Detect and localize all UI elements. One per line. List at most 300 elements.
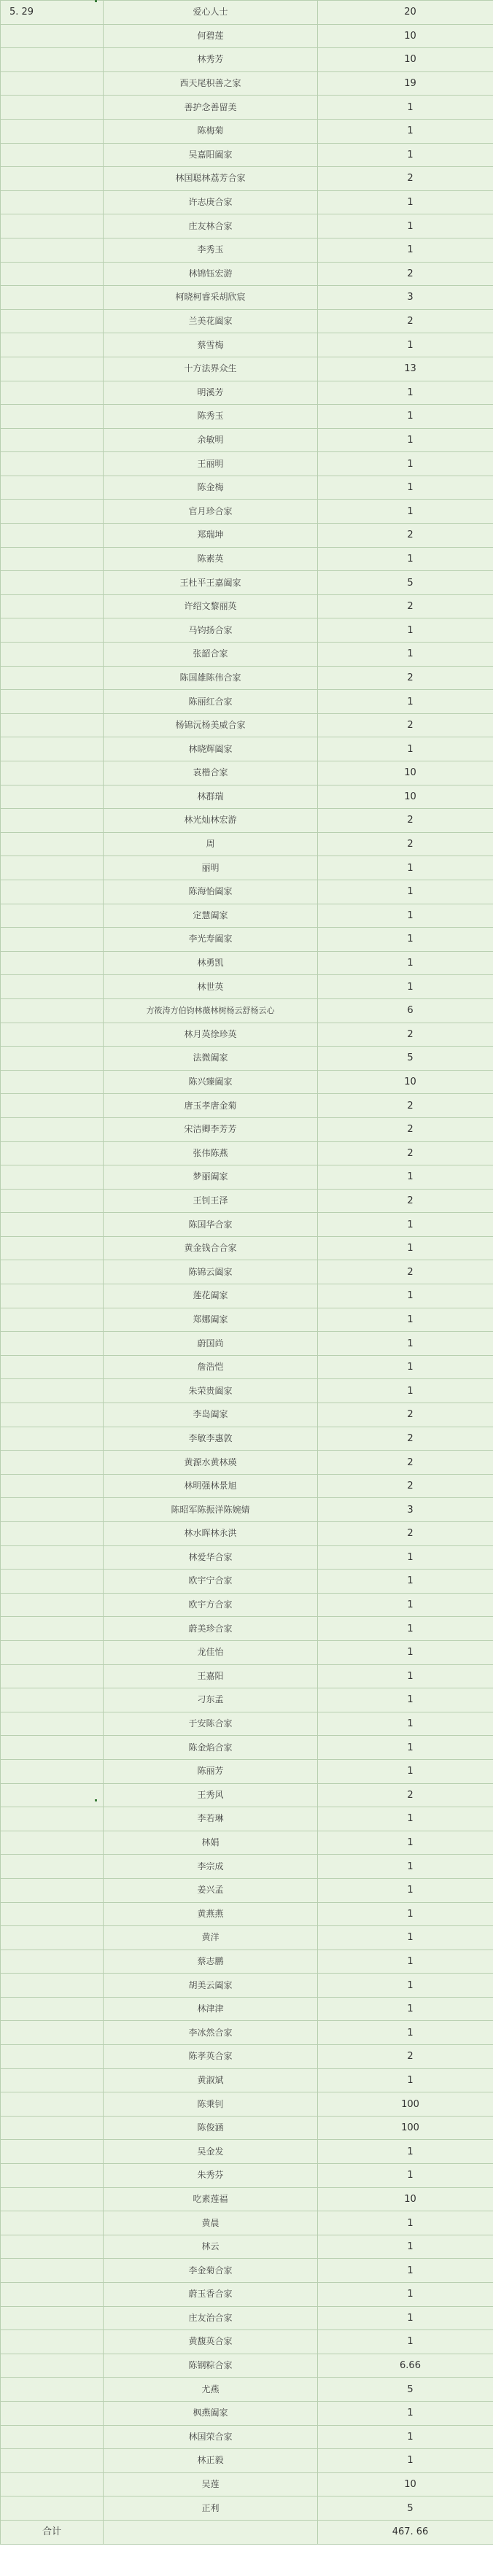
empty-date-cell[interactable] — [1, 452, 104, 476]
amount-cell[interactable]: 1 — [318, 1213, 493, 1237]
empty-cell[interactable] — [104, 2520, 318, 2544]
donor-name-cell[interactable]: 吴金发 — [104, 2140, 318, 2164]
empty-date-cell[interactable] — [1, 1950, 104, 1974]
empty-date-cell[interactable] — [1, 1403, 104, 1427]
donor-name-cell[interactable]: 黄晨 — [104, 2211, 318, 2235]
empty-date-cell[interactable] — [1, 2021, 104, 2045]
amount-cell[interactable]: 1 — [318, 1831, 493, 1855]
empty-date-cell[interactable] — [1, 1165, 104, 1190]
empty-date-cell[interactable] — [1, 737, 104, 761]
donor-name-cell[interactable]: 张伟陈燕 — [104, 1141, 318, 1165]
amount-cell[interactable]: 2 — [318, 1783, 493, 1807]
donor-name-cell[interactable]: 陈秉钊 — [104, 2092, 318, 2117]
donor-name-cell[interactable]: 林津津 — [104, 1997, 318, 2021]
amount-cell[interactable]: 1 — [318, 1759, 493, 1783]
amount-cell[interactable]: 100 — [318, 2092, 493, 2117]
empty-date-cell[interactable] — [1, 2472, 104, 2497]
empty-date-cell[interactable] — [1, 167, 104, 191]
empty-date-cell[interactable] — [1, 904, 104, 928]
donor-name-cell[interactable]: 庄友林合家 — [104, 214, 318, 238]
amount-cell[interactable]: 2 — [318, 1189, 493, 1213]
empty-date-cell[interactable] — [1, 928, 104, 952]
empty-date-cell[interactable] — [1, 571, 104, 595]
donor-name-cell[interactable]: 兰美花阖家 — [104, 309, 318, 333]
amount-cell[interactable]: 1 — [318, 1617, 493, 1641]
amount-cell[interactable]: 1 — [318, 1165, 493, 1190]
amount-cell[interactable]: 2 — [318, 1023, 493, 1047]
amount-cell[interactable]: 1 — [318, 333, 493, 357]
donor-name-cell[interactable]: 于安陈合家 — [104, 1712, 318, 1736]
amount-cell[interactable]: 2 — [318, 1451, 493, 1475]
donor-name-cell[interactable]: 朱秀芬 — [104, 2164, 318, 2188]
donor-name-cell[interactable]: 王钊王泽 — [104, 1189, 318, 1213]
empty-date-cell[interactable] — [1, 2164, 104, 2188]
donor-name-cell[interactable]: 林晓辉阖家 — [104, 737, 318, 761]
amount-cell[interactable]: 1 — [318, 1950, 493, 1974]
amount-cell[interactable]: 1 — [318, 1712, 493, 1736]
amount-cell[interactable]: 1 — [318, 1688, 493, 1712]
amount-cell[interactable]: 1 — [318, 2306, 493, 2330]
empty-date-cell[interactable] — [1, 1332, 104, 1356]
empty-date-cell[interactable] — [1, 190, 104, 214]
amount-cell[interactable]: 3 — [318, 1498, 493, 1522]
donor-name-cell[interactable]: 欧宇方合家 — [104, 1593, 318, 1617]
donor-name-cell[interactable]: 林国聪林荔芳合家 — [104, 167, 318, 191]
amount-cell[interactable]: 1 — [318, 928, 493, 952]
amount-cell[interactable]: 2 — [318, 713, 493, 737]
donor-name-cell[interactable]: 林勇凯 — [104, 951, 318, 975]
donor-name-cell[interactable]: 蔚美珍合家 — [104, 1617, 318, 1641]
amount-cell[interactable]: 1 — [318, 2164, 493, 2188]
empty-date-cell[interactable] — [1, 594, 104, 618]
amount-cell[interactable]: 1 — [318, 1570, 493, 1594]
empty-date-cell[interactable] — [1, 119, 104, 143]
amount-cell[interactable]: 1 — [318, 2021, 493, 2045]
donor-name-cell[interactable]: 吴莲 — [104, 2472, 318, 2497]
donor-name-cell[interactable]: 爱心人士 — [104, 1, 318, 25]
amount-cell[interactable]: 1 — [318, 1926, 493, 1950]
amount-cell[interactable]: 2 — [318, 809, 493, 833]
donor-name-cell[interactable]: 陈梅菊 — [104, 119, 318, 143]
amount-cell[interactable]: 1 — [318, 1878, 493, 1902]
empty-date-cell[interactable] — [1, 1213, 104, 1237]
empty-date-cell[interactable] — [1, 2449, 104, 2473]
amount-cell[interactable]: 1 — [318, 737, 493, 761]
empty-date-cell[interactable] — [1, 1736, 104, 1760]
empty-date-cell[interactable] — [1, 2330, 104, 2354]
empty-date-cell[interactable] — [1, 381, 104, 405]
empty-date-cell[interactable] — [1, 2068, 104, 2092]
empty-date-cell[interactable] — [1, 2306, 104, 2330]
amount-cell[interactable]: 1 — [318, 214, 493, 238]
empty-date-cell[interactable] — [1, 1570, 104, 1594]
empty-date-cell[interactable] — [1, 1427, 104, 1451]
amount-cell[interactable]: 5 — [318, 571, 493, 595]
empty-date-cell[interactable] — [1, 666, 104, 690]
empty-date-cell[interactable] — [1, 2425, 104, 2449]
empty-date-cell[interactable] — [1, 1926, 104, 1950]
amount-cell[interactable]: 2 — [318, 1141, 493, 1165]
donor-name-cell[interactable]: 欧宇宁合家 — [104, 1570, 318, 1594]
donor-name-cell[interactable]: 林秀芳 — [104, 48, 318, 72]
amount-cell[interactable]: 1 — [318, 1308, 493, 1332]
donor-name-cell[interactable]: 李冰然合家 — [104, 2021, 318, 2045]
amount-cell[interactable]: 1 — [318, 547, 493, 571]
empty-date-cell[interactable] — [1, 1712, 104, 1736]
donor-name-cell[interactable]: 周 — [104, 832, 318, 856]
amount-cell[interactable]: 13 — [318, 357, 493, 381]
amount-cell[interactable]: 1 — [318, 690, 493, 714]
amount-cell[interactable]: 1 — [318, 1640, 493, 1664]
amount-cell[interactable]: 1 — [318, 1379, 493, 1403]
amount-cell[interactable]: 1 — [318, 1997, 493, 2021]
amount-cell[interactable]: 6 — [318, 998, 493, 1023]
donor-name-cell[interactable]: 唐玉孝唐金菊 — [104, 1094, 318, 1118]
donor-name-cell[interactable]: 陈锦云阖家 — [104, 1260, 318, 1284]
empty-date-cell[interactable] — [1, 1640, 104, 1664]
empty-date-cell[interactable] — [1, 2497, 104, 2521]
donor-name-cell[interactable]: 黄源水黄林瑛 — [104, 1451, 318, 1475]
empty-date-cell[interactable] — [1, 2401, 104, 2425]
amount-cell[interactable]: 2 — [318, 1260, 493, 1284]
empty-date-cell[interactable] — [1, 1807, 104, 1831]
amount-cell[interactable]: 5 — [318, 2497, 493, 2521]
empty-date-cell[interactable] — [1, 809, 104, 833]
amount-cell[interactable]: 1 — [318, 643, 493, 667]
amount-cell[interactable]: 1 — [318, 856, 493, 880]
amount-cell[interactable]: 1 — [318, 880, 493, 904]
amount-cell[interactable]: 1 — [318, 143, 493, 167]
donor-name-cell[interactable]: 定慧阖家 — [104, 904, 318, 928]
amount-cell[interactable]: 1 — [318, 2235, 493, 2259]
donor-name-cell[interactable]: 陈素英 — [104, 547, 318, 571]
empty-date-cell[interactable] — [1, 1379, 104, 1403]
amount-cell[interactable]: 1 — [318, 96, 493, 120]
amount-cell[interactable]: 10 — [318, 48, 493, 72]
donor-name-cell[interactable]: 黄馥英合家 — [104, 2330, 318, 2354]
donor-name-cell[interactable]: 陈秀玉 — [104, 405, 318, 429]
donor-name-cell[interactable]: 西天尾积善之家 — [104, 71, 318, 96]
empty-date-cell[interactable] — [1, 1831, 104, 1855]
empty-date-cell[interactable] — [1, 975, 104, 999]
empty-date-cell[interactable] — [1, 524, 104, 548]
empty-date-cell[interactable] — [1, 1070, 104, 1094]
donor-name-cell[interactable]: 善护念善留美 — [104, 96, 318, 120]
empty-date-cell[interactable] — [1, 2354, 104, 2378]
amount-cell[interactable]: 2 — [318, 594, 493, 618]
empty-date-cell[interactable] — [1, 643, 104, 667]
donor-name-cell[interactable]: 王丽明 — [104, 452, 318, 476]
amount-cell[interactable]: 1 — [318, 1974, 493, 1998]
amount-cell[interactable]: 20 — [318, 1, 493, 25]
empty-date-cell[interactable] — [1, 1664, 104, 1688]
donor-name-cell[interactable]: 詹浩恺 — [104, 1355, 318, 1379]
donor-name-cell[interactable]: 李光寿阖家 — [104, 928, 318, 952]
empty-date-cell[interactable] — [1, 1474, 104, 1498]
empty-date-cell[interactable] — [1, 1974, 104, 1998]
amount-cell[interactable]: 1 — [318, 2140, 493, 2164]
empty-date-cell[interactable] — [1, 951, 104, 975]
empty-date-cell[interactable] — [1, 1260, 104, 1284]
amount-cell[interactable]: 10 — [318, 2472, 493, 2497]
empty-date-cell[interactable] — [1, 1593, 104, 1617]
empty-date-cell[interactable] — [1, 1855, 104, 1879]
amount-cell[interactable]: 10 — [318, 1070, 493, 1094]
amount-cell[interactable]: 1 — [318, 238, 493, 262]
empty-date-cell[interactable] — [1, 286, 104, 310]
empty-date-cell[interactable] — [1, 2378, 104, 2402]
amount-cell[interactable]: 1 — [318, 1807, 493, 1831]
empty-date-cell[interactable] — [1, 761, 104, 785]
empty-date-cell[interactable] — [1, 1141, 104, 1165]
donor-name-cell[interactable]: 李秀玉 — [104, 238, 318, 262]
donor-name-cell[interactable]: 莲花阖家 — [104, 1284, 318, 1308]
donor-name-cell[interactable]: 陈海怡阖家 — [104, 880, 318, 904]
donor-name-cell[interactable]: 蔚国尚 — [104, 1332, 318, 1356]
empty-date-cell[interactable] — [1, 24, 104, 48]
donor-name-cell[interactable]: 林光灿林宏游 — [104, 809, 318, 833]
amount-cell[interactable]: 5 — [318, 2378, 493, 2402]
empty-date-cell[interactable] — [1, 238, 104, 262]
total-label[interactable]: 合计 — [1, 2520, 104, 2544]
empty-date-cell[interactable] — [1, 1236, 104, 1260]
empty-date-cell[interactable] — [1, 1783, 104, 1807]
donor-name-cell[interactable]: 庄友治合家 — [104, 2306, 318, 2330]
empty-date-cell[interactable] — [1, 1902, 104, 1926]
donor-name-cell[interactable]: 陈国华合家 — [104, 1213, 318, 1237]
donor-name-cell[interactable]: 李金菊合家 — [104, 2259, 318, 2283]
empty-date-cell[interactable] — [1, 357, 104, 381]
donor-name-cell[interactable]: 姜兴孟 — [104, 1878, 318, 1902]
empty-date-cell[interactable] — [1, 2045, 104, 2069]
empty-date-cell[interactable] — [1, 2211, 104, 2235]
donor-name-cell[interactable]: 张韶合家 — [104, 643, 318, 667]
amount-cell[interactable]: 6.66 — [318, 2354, 493, 2378]
donor-name-cell[interactable]: 郑娜阖家 — [104, 1308, 318, 1332]
donor-name-cell[interactable]: 许志庚合家 — [104, 190, 318, 214]
donor-name-cell[interactable]: 陈丽红合家 — [104, 690, 318, 714]
empty-date-cell[interactable] — [1, 1117, 104, 1141]
amount-cell[interactable]: 1 — [318, 119, 493, 143]
donor-name-cell[interactable]: 法微阖家 — [104, 1047, 318, 1071]
empty-date-cell[interactable] — [1, 214, 104, 238]
donor-name-cell[interactable]: 李岛阖家 — [104, 1403, 318, 1427]
empty-date-cell[interactable] — [1, 1284, 104, 1308]
empty-date-cell[interactable] — [1, 1997, 104, 2021]
amount-cell[interactable]: 1 — [318, 951, 493, 975]
donor-name-cell[interactable]: 正利 — [104, 2497, 318, 2521]
donor-name-cell[interactable]: 陈俊涵 — [104, 2116, 318, 2140]
donor-name-cell[interactable]: 明溪芳 — [104, 381, 318, 405]
donor-name-cell[interactable]: 黄金钱合合家 — [104, 1236, 318, 1260]
empty-date-cell[interactable] — [1, 1189, 104, 1213]
donor-name-cell[interactable]: 丽明 — [104, 856, 318, 880]
empty-date-cell[interactable] — [1, 1498, 104, 1522]
amount-cell[interactable]: 1 — [318, 452, 493, 476]
donor-name-cell[interactable]: 李若琳 — [104, 1807, 318, 1831]
empty-date-cell[interactable] — [1, 2259, 104, 2283]
empty-date-cell[interactable] — [1, 2092, 104, 2117]
donor-name-cell[interactable]: 林明强林景旭 — [104, 1474, 318, 1498]
empty-date-cell[interactable] — [1, 618, 104, 643]
empty-date-cell[interactable] — [1, 713, 104, 737]
date-cell[interactable]: 5. 29 — [1, 1, 104, 25]
donor-name-cell[interactable]: 官月珍合家 — [104, 500, 318, 524]
amount-cell[interactable]: 10 — [318, 24, 493, 48]
empty-date-cell[interactable] — [1, 1545, 104, 1570]
amount-cell[interactable]: 1 — [318, 2068, 493, 2092]
empty-date-cell[interactable] — [1, 1355, 104, 1379]
donor-name-cell[interactable]: 林群瑞 — [104, 785, 318, 809]
amount-cell[interactable]: 2 — [318, 1094, 493, 1118]
empty-date-cell[interactable] — [1, 690, 104, 714]
donor-name-cell[interactable]: 杨锦沅杨美威合家 — [104, 713, 318, 737]
donor-name-cell[interactable]: 陈钢粽合家 — [104, 2354, 318, 2378]
amount-cell[interactable]: 1 — [318, 1236, 493, 1260]
donor-name-cell[interactable]: 何碧莲 — [104, 24, 318, 48]
empty-date-cell[interactable] — [1, 1617, 104, 1641]
amount-cell[interactable]: 1 — [318, 2330, 493, 2354]
donor-name-cell[interactable]: 陈金梅 — [104, 476, 318, 500]
donor-name-cell[interactable]: 黄淑斌 — [104, 2068, 318, 2092]
donor-name-cell[interactable]: 林爱华合家 — [104, 1545, 318, 1570]
empty-date-cell[interactable] — [1, 2235, 104, 2259]
empty-date-cell[interactable] — [1, 1878, 104, 1902]
amount-cell[interactable]: 1 — [318, 428, 493, 452]
empty-date-cell[interactable] — [1, 500, 104, 524]
amount-cell[interactable]: 1 — [318, 1736, 493, 1760]
amount-cell[interactable]: 1 — [318, 2425, 493, 2449]
empty-date-cell[interactable] — [1, 998, 104, 1023]
empty-date-cell[interactable] — [1, 1451, 104, 1475]
empty-date-cell[interactable] — [1, 405, 104, 429]
donor-name-cell[interactable]: 林正毅 — [104, 2449, 318, 2473]
amount-cell[interactable]: 1 — [318, 2211, 493, 2235]
donor-name-cell[interactable]: 陈金焰合家 — [104, 1736, 318, 1760]
empty-date-cell[interactable] — [1, 1094, 104, 1118]
amount-cell[interactable]: 1 — [318, 1902, 493, 1926]
empty-date-cell[interactable] — [1, 71, 104, 96]
donor-name-cell[interactable]: 十方法界众生 — [104, 357, 318, 381]
donor-name-cell[interactable]: 吴嘉阳阖家 — [104, 143, 318, 167]
empty-date-cell[interactable] — [1, 547, 104, 571]
donor-name-cell[interactable]: 林水晖林永洪 — [104, 1522, 318, 1546]
amount-cell[interactable]: 2 — [318, 832, 493, 856]
amount-cell[interactable]: 1 — [318, 1284, 493, 1308]
donor-name-cell[interactable]: 方筱涛方伯钧林薇林树杨云舒杨云心 — [104, 998, 318, 1023]
amount-cell[interactable]: 1 — [318, 1664, 493, 1688]
empty-date-cell[interactable] — [1, 428, 104, 452]
amount-cell[interactable]: 2 — [318, 1474, 493, 1498]
empty-date-cell[interactable] — [1, 1047, 104, 1071]
amount-cell[interactable]: 2 — [318, 2045, 493, 2069]
amount-cell[interactable]: 1 — [318, 190, 493, 214]
donor-name-cell[interactable]: 林娟 — [104, 1831, 318, 1855]
donor-name-cell[interactable]: 陈丽芳 — [104, 1759, 318, 1783]
donor-name-cell[interactable]: 王杜平王嘉阖家 — [104, 571, 318, 595]
amount-cell[interactable]: 2 — [318, 309, 493, 333]
amount-cell[interactable]: 10 — [318, 761, 493, 785]
amount-cell[interactable]: 1 — [318, 2401, 493, 2425]
amount-cell[interactable]: 1 — [318, 1593, 493, 1617]
empty-date-cell[interactable] — [1, 2187, 104, 2211]
empty-date-cell[interactable] — [1, 1308, 104, 1332]
donor-name-cell[interactable]: 许绍文黎丽英 — [104, 594, 318, 618]
amount-cell[interactable]: 2 — [318, 524, 493, 548]
amount-cell[interactable]: 1 — [318, 476, 493, 500]
donor-name-cell[interactable]: 尤燕 — [104, 2378, 318, 2402]
amount-cell[interactable]: 2 — [318, 1427, 493, 1451]
empty-date-cell[interactable] — [1, 2283, 104, 2307]
amount-cell[interactable]: 2 — [318, 1403, 493, 1427]
donor-name-cell[interactable]: 陈兴臻阖家 — [104, 1070, 318, 1094]
donor-name-cell[interactable]: 陈国雄陈伟合家 — [104, 666, 318, 690]
amount-cell[interactable]: 1 — [318, 2449, 493, 2473]
empty-date-cell[interactable] — [1, 262, 104, 286]
amount-cell[interactable]: 10 — [318, 785, 493, 809]
empty-date-cell[interactable] — [1, 1023, 104, 1047]
amount-cell[interactable]: 2 — [318, 167, 493, 191]
donor-name-cell[interactable]: 马钧扬合家 — [104, 618, 318, 643]
donor-name-cell[interactable]: 吃素莲福 — [104, 2187, 318, 2211]
donor-name-cell[interactable]: 林世英 — [104, 975, 318, 999]
donor-name-cell[interactable]: 林月英徐珍英 — [104, 1023, 318, 1047]
donor-name-cell[interactable]: 柯晓柯睿采胡欣宸 — [104, 286, 318, 310]
amount-cell[interactable]: 1 — [318, 1545, 493, 1570]
amount-cell[interactable]: 100 — [318, 2116, 493, 2140]
donor-name-cell[interactable]: 梦丽阖家 — [104, 1165, 318, 1190]
amount-cell[interactable]: 1 — [318, 618, 493, 643]
amount-cell[interactable]: 1 — [318, 975, 493, 999]
donor-name-cell[interactable]: 黄燕燕 — [104, 1902, 318, 1926]
empty-date-cell[interactable] — [1, 476, 104, 500]
donor-name-cell[interactable]: 林云 — [104, 2235, 318, 2259]
donor-name-cell[interactable]: 刁东孟 — [104, 1688, 318, 1712]
amount-cell[interactable]: 19 — [318, 71, 493, 96]
donor-name-cell[interactable]: 袁楷合家 — [104, 761, 318, 785]
empty-date-cell[interactable] — [1, 785, 104, 809]
empty-date-cell[interactable] — [1, 856, 104, 880]
donor-name-cell[interactable]: 林锦钰宏游 — [104, 262, 318, 286]
donor-name-cell[interactable]: 陈孝英合家 — [104, 2045, 318, 2069]
empty-date-cell[interactable] — [1, 1759, 104, 1783]
amount-cell[interactable]: 1 — [318, 1855, 493, 1879]
amount-cell[interactable]: 1 — [318, 381, 493, 405]
donor-name-cell[interactable]: 李敏李惠敦 — [104, 1427, 318, 1451]
amount-cell[interactable]: 1 — [318, 2283, 493, 2307]
empty-date-cell[interactable] — [1, 832, 104, 856]
amount-cell[interactable]: 2 — [318, 1117, 493, 1141]
amount-cell[interactable]: 1 — [318, 904, 493, 928]
donor-name-cell[interactable]: 朱荣贵阖家 — [104, 1379, 318, 1403]
amount-cell[interactable]: 2 — [318, 262, 493, 286]
donor-name-cell[interactable]: 王嘉阳 — [104, 1664, 318, 1688]
donor-name-cell[interactable]: 王秀风 — [104, 1783, 318, 1807]
amount-cell[interactable]: 2 — [318, 1522, 493, 1546]
donor-name-cell[interactable]: 余敏明 — [104, 428, 318, 452]
empty-date-cell[interactable] — [1, 309, 104, 333]
empty-date-cell[interactable] — [1, 2140, 104, 2164]
donor-name-cell[interactable]: 蔡志鹏 — [104, 1950, 318, 1974]
total-amount[interactable]: 467. 66 — [318, 2520, 493, 2544]
empty-date-cell[interactable] — [1, 143, 104, 167]
donor-name-cell[interactable]: 郑瑞坤 — [104, 524, 318, 548]
amount-cell[interactable]: 5 — [318, 1047, 493, 1071]
donor-name-cell[interactable]: 黄洋 — [104, 1926, 318, 1950]
amount-cell[interactable]: 3 — [318, 286, 493, 310]
donor-name-cell[interactable]: 宋洁卿李芳芳 — [104, 1117, 318, 1141]
empty-date-cell[interactable] — [1, 1522, 104, 1546]
